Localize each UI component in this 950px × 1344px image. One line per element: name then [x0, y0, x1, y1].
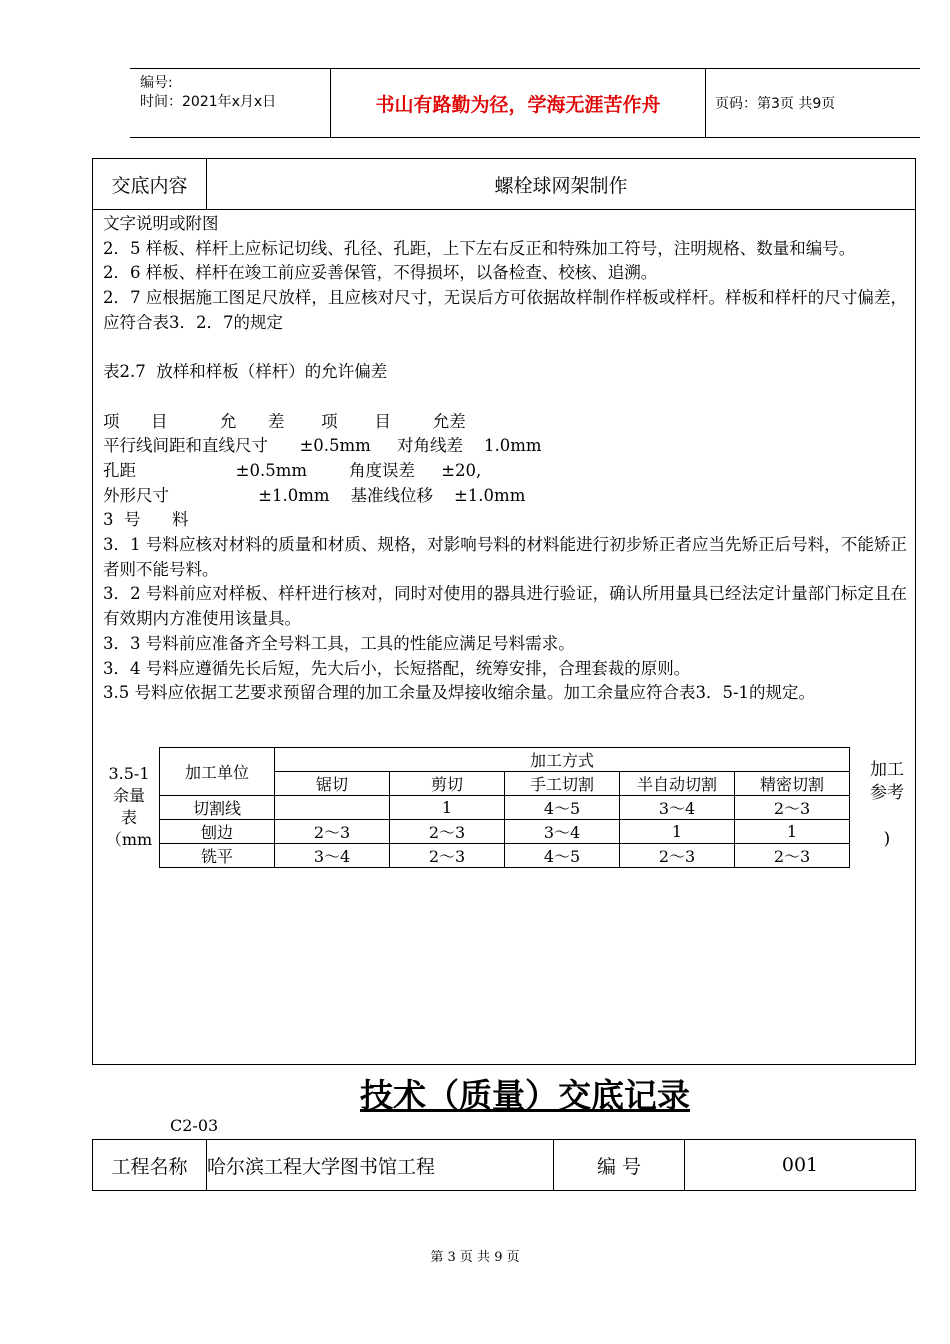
value-cell: 2～3	[620, 844, 735, 868]
allowance-table	[159, 747, 850, 868]
value-cell: 3～4	[275, 844, 390, 868]
page-header	[130, 68, 920, 138]
table-row	[160, 844, 850, 868]
caption-line: 加工	[870, 760, 904, 780]
tolerance-row: 平行线间距和直线尺寸 ±0.5mm 对角线差 1.0mm	[103, 436, 542, 456]
value-cell: 2～3	[735, 796, 850, 820]
text-paragraph: 2．6 样板、样杆在竣工前应妥善保管，不得损坏，以备检查、校核、追溯。	[103, 263, 658, 283]
project-row	[92, 1139, 916, 1191]
unit-cell: 刨边	[160, 820, 275, 844]
text-paragraph: 2．7 应根据施工图足尺放样，且应核对尺寸，无误后方可依据故样制作样板或样杆。样板和样杆的尺寸偏差，应符合表3．2．7的规定	[103, 288, 907, 332]
caption-line: 表	[120, 808, 137, 827]
number-field-value: 001	[781, 1154, 819, 1176]
caption-line: 参考	[870, 783, 904, 803]
caption-line: 3.5-1	[108, 764, 150, 783]
method-cell: 精密切割	[735, 772, 850, 796]
allowance-right-caption	[863, 759, 911, 851]
record-title: 技术（质量）交底记录	[360, 1076, 690, 1115]
method-cell: 锯切	[275, 772, 390, 796]
blank-line	[103, 336, 907, 361]
unit-cell: 铣平	[160, 844, 275, 868]
text-paragraph: 3．4 号料应遵循先长后短，先大后小，长短搭配，统筹安排，合理套裁的原则。	[103, 658, 691, 678]
value-cell: 3～4	[620, 796, 735, 820]
value-cell: 3～4	[505, 820, 620, 844]
table-row	[160, 748, 850, 772]
form-code: C2-03	[170, 1116, 219, 1135]
method-header: 加工方式	[275, 748, 850, 772]
tolerance-row: 外形尺寸 ±1.0mm 基准线位移 ±1.0mm	[103, 485, 526, 505]
table-row	[160, 796, 850, 820]
text-paragraph: 3．2 号料前应对样板、样杆进行核对，同时对使用的器具进行验证，确认所用量具已经法定计量部门标定且在有效期内方准使用该量具。	[103, 584, 907, 629]
project-name	[207, 1140, 554, 1190]
tolerance-row: 孔距 ±0.5mm 角度误差 ±20,	[103, 460, 482, 480]
value-cell: 2～3	[390, 820, 505, 844]
method-cell: 半自动切割	[620, 772, 735, 796]
project-label: 工程名称	[93, 1140, 207, 1190]
tolerance-header: 项 目 允 差 项 目 允差	[103, 411, 466, 431]
method-cell: 手工切割	[505, 772, 620, 796]
text-paragraph: 3.5 号料应依据工艺要求预留合理的加工余量及焊接收缩余量。加工余量应符合表3．5-1的规定。	[103, 683, 816, 703]
section-heading: 3 号 料	[103, 510, 189, 530]
content-label: 交底内容	[93, 159, 207, 209]
value-cell: 1	[390, 796, 505, 820]
table-caption: 表2.7 放样和样板（样杆）的允许偏差	[103, 362, 388, 382]
value-cell: 1	[735, 820, 850, 844]
table-row	[160, 820, 850, 844]
value-cell: 2～3	[735, 844, 850, 868]
value-cell: 1	[620, 820, 735, 844]
project-name-text: 哈尔滨工程大学图书馆工程	[207, 1155, 436, 1178]
content-title: 螺栓球网架制作	[494, 174, 628, 197]
value-cell: 2～3	[390, 844, 505, 868]
text-paragraph: 3．3 号料前应准备齐全号料工具，工具的性能应满足号料需求。	[103, 633, 575, 653]
unit-cell: 切割线	[160, 796, 275, 820]
caption-spacer	[863, 805, 911, 828]
header-meta-cell	[130, 69, 331, 137]
text-line: 文字说明或附图	[103, 214, 219, 233]
unit-header: 加工单位	[160, 748, 275, 796]
allowance-left-caption	[101, 763, 157, 851]
method-cell: 剪切	[390, 772, 505, 796]
caption-line: （mm	[105, 830, 153, 849]
content-box	[92, 158, 916, 1065]
caption-line: )	[883, 829, 891, 849]
body-text	[103, 212, 907, 706]
page-footer: 第 3 页 共 9 页	[430, 1250, 520, 1265]
number-field-label: 编 号	[554, 1140, 685, 1190]
text-paragraph: 2．5 样板、样杆上应标记切线、孔径、孔距，上下左右反正和特殊加工符号，注明规格、数量和编号。	[103, 238, 856, 258]
motto: 书山有路勤为径，学海无涯苦作舟	[331, 69, 706, 137]
time-label: 时间：2021年x月x日	[140, 94, 277, 110]
page-label: 页码：第3页 共9页	[715, 96, 836, 112]
content-title-row	[93, 159, 915, 210]
value-cell: 4～5	[505, 844, 620, 868]
value-cell	[275, 796, 390, 820]
caption-line: 余量	[112, 786, 145, 805]
text-paragraph: 3．1 号料应核对材料的质量和材质、规格，对影响号料的材料能进行初步矫正者应当先矫正后号料，不能矫正者则不能号料。	[103, 535, 907, 579]
value-cell: 2～3	[275, 820, 390, 844]
value-cell: 4～5	[505, 796, 620, 820]
blank-line	[103, 385, 907, 410]
number-label: 编号:	[140, 75, 173, 91]
